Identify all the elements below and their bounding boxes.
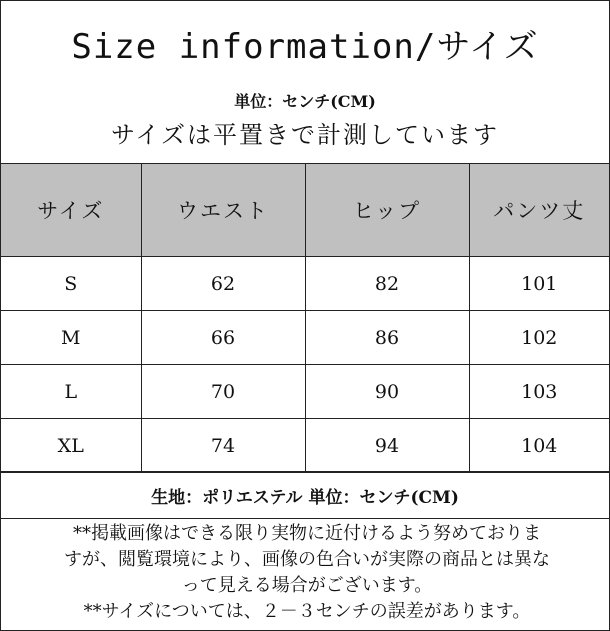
page-title: Size information/サイズ — [71, 27, 539, 67]
size-cell: S — [1, 257, 141, 311]
length-cell: 104 — [469, 419, 609, 473]
remarks-block — [9, 521, 605, 625]
length-cell: 101 — [469, 257, 609, 311]
measurement-note: サイズは平置きで計測しています — [110, 121, 500, 149]
remark-line: **サイズについては、２－３センチの誤差があります。 — [83, 601, 531, 622]
header-length: パンツ丈 — [469, 164, 609, 257]
hip-cell: 82 — [305, 257, 469, 311]
waist-cell: 74 — [141, 419, 305, 473]
header-size: サイズ — [1, 164, 141, 257]
size-cell: M — [1, 311, 141, 365]
material-info: 生地：ポリエステル 単位：センチ(CM) — [1, 471, 609, 519]
header-waist: ウエスト — [141, 164, 305, 257]
length-cell: 103 — [469, 365, 609, 419]
hip-cell: 94 — [305, 419, 469, 473]
table-row — [1, 419, 609, 473]
remark-line: **掲載画像はできる限り実物に近付けるよう努めておりま — [73, 523, 541, 544]
length-cell: 102 — [469, 311, 609, 365]
unit-label: 単位：センチ(CM) — [234, 92, 376, 111]
header-hip: ヒップ — [305, 164, 469, 257]
table-header-row — [1, 164, 609, 257]
waist-cell: 66 — [141, 311, 305, 365]
waist-cell: 62 — [141, 257, 305, 311]
remark-line: すが、閲覧環境により、画像の色合いが実際の商品とは異な — [64, 549, 550, 570]
table-row — [1, 365, 609, 419]
hip-cell: 86 — [305, 311, 469, 365]
size-cell: L — [1, 365, 141, 419]
table-row — [1, 257, 609, 311]
size-table — [1, 163, 609, 473]
table-row — [1, 311, 609, 365]
hip-cell: 90 — [305, 365, 469, 419]
size-cell: XL — [1, 419, 141, 473]
remark-line: って見える場合がございます。 — [181, 575, 433, 596]
waist-cell: 70 — [141, 365, 305, 419]
